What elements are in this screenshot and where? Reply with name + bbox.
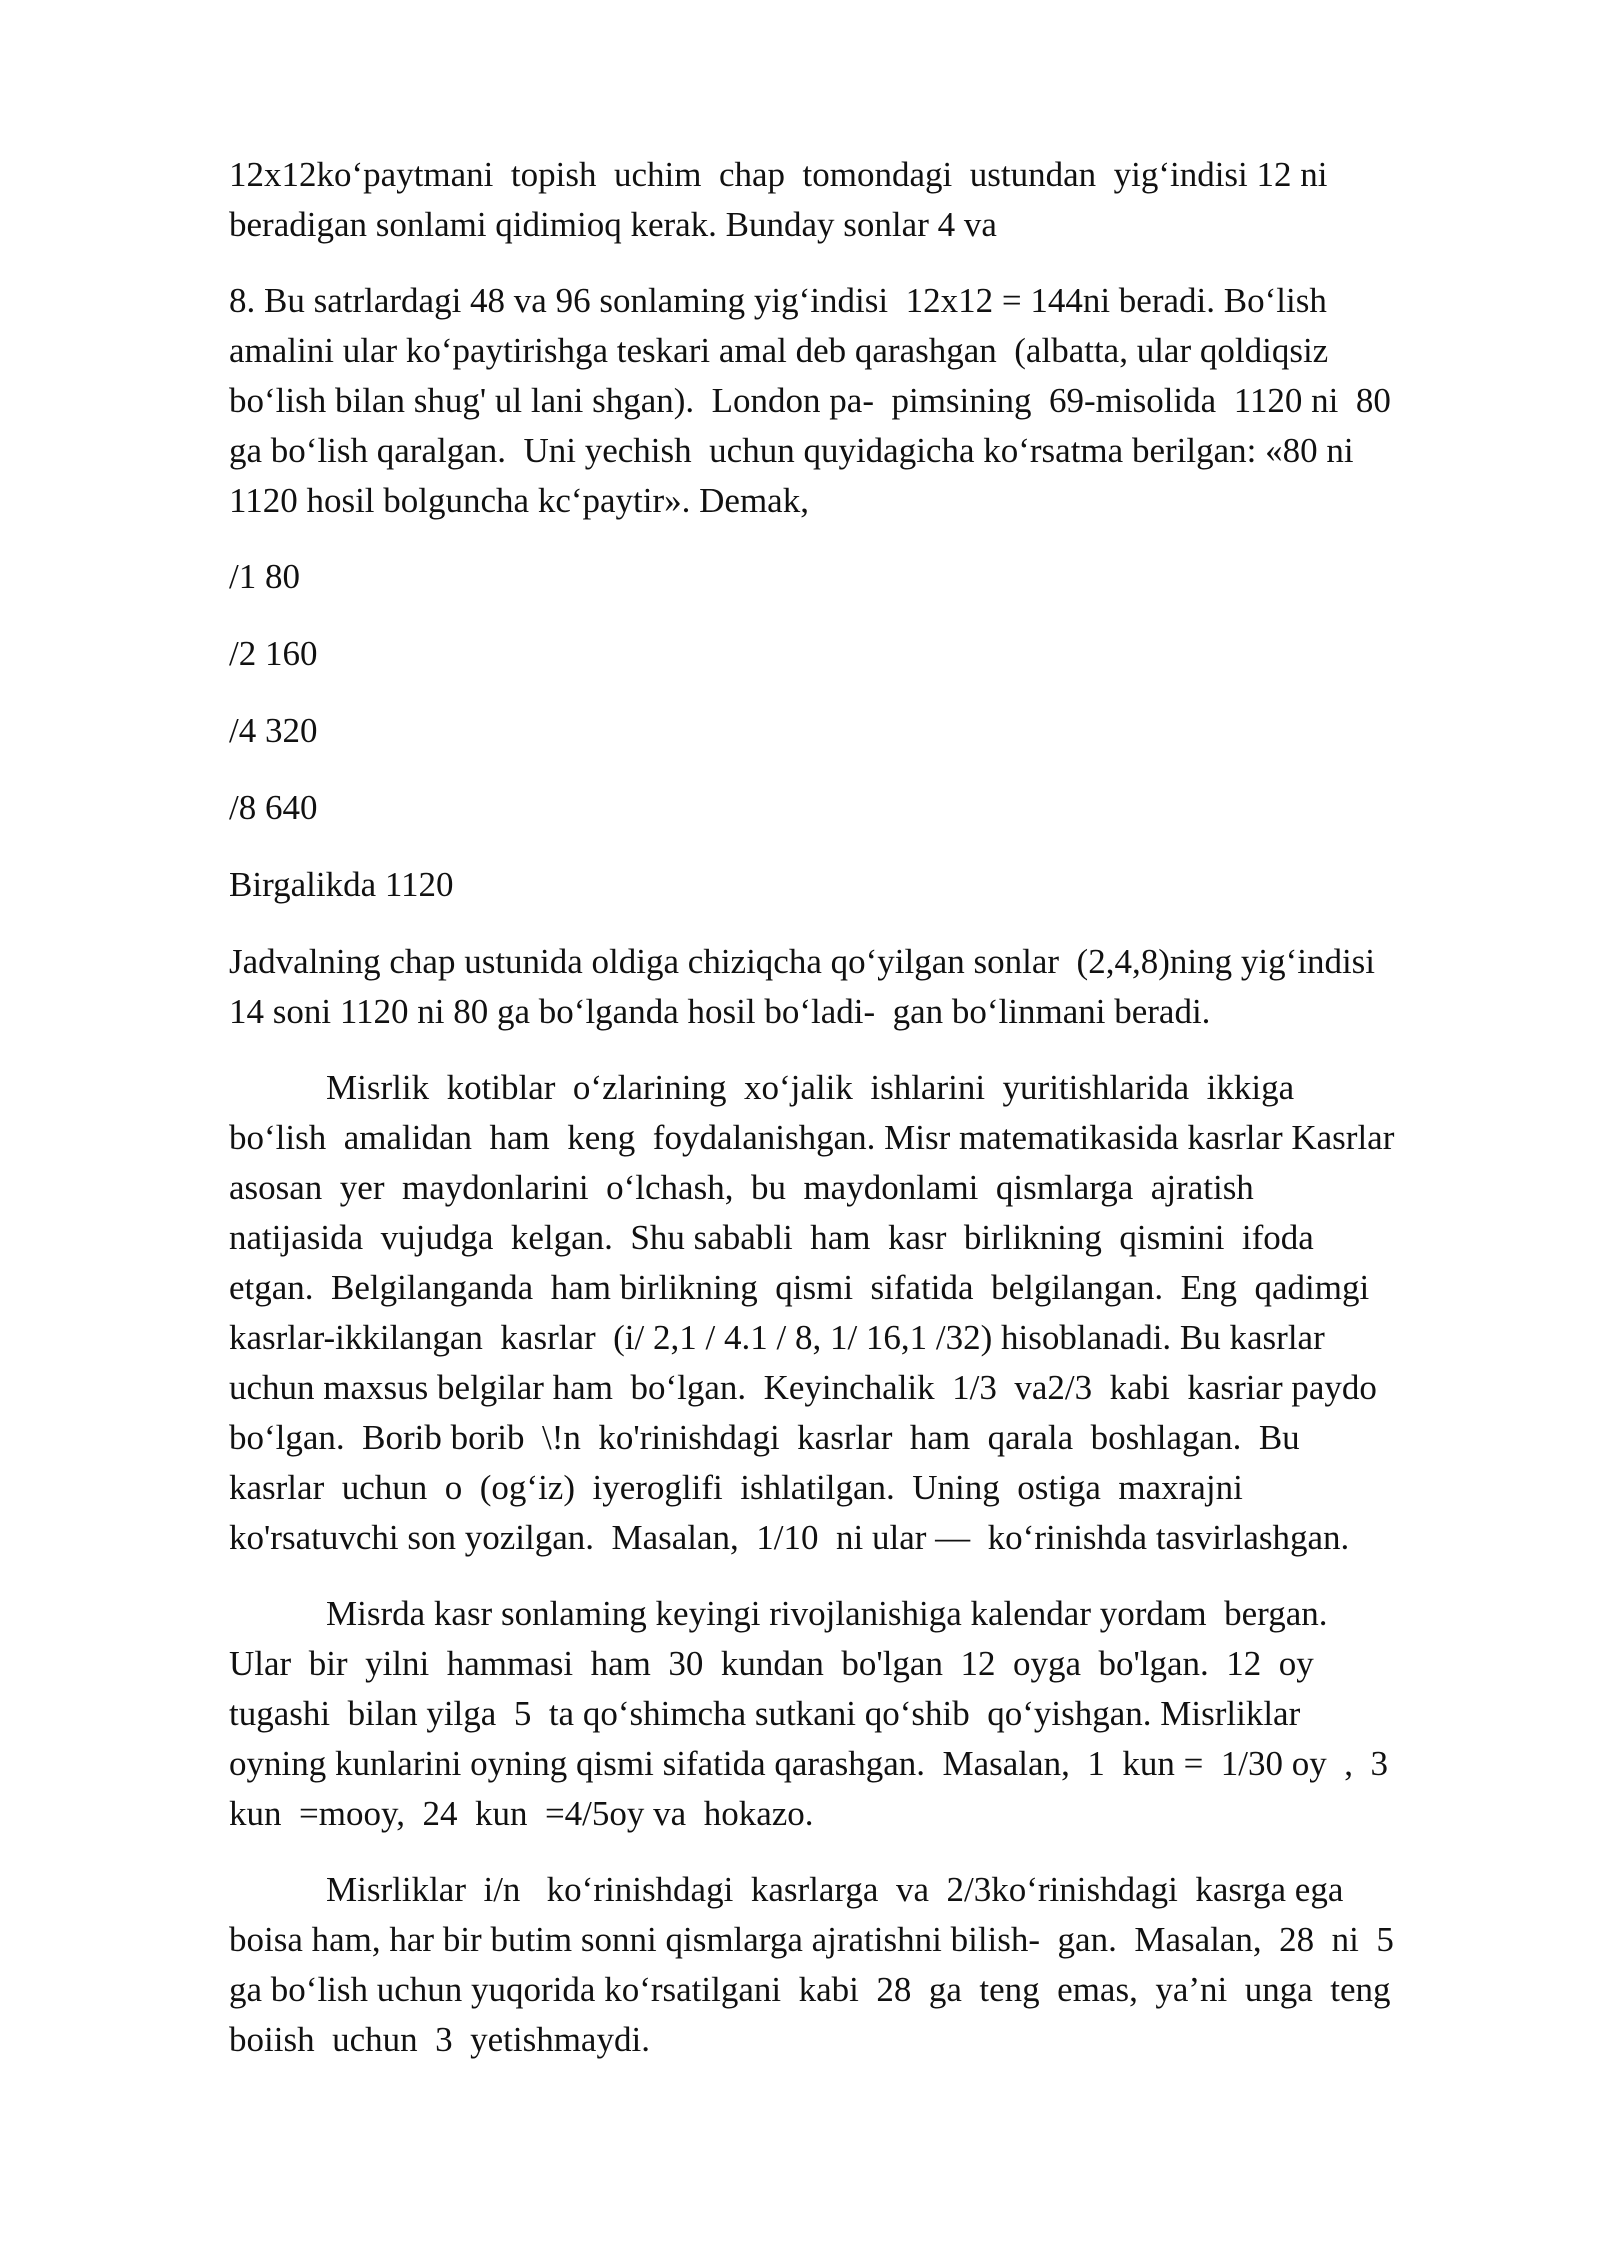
table-row-1: /1 80 [229,557,300,596]
paragraph-4: Misrlik kotiblar o‘zlarining xo‘jalik ishlarini yuritishlarida ikkiga bo‘lish amalidan ham keng foydalanishgan. Misr matematikasida kasrlar Kasrlar asosan yer maydonlarini o‘lchash, bu maydonlami qismlarga ajratish natijasida vujudga kelgan. Shu sababli ham kasr birlikning qismini ifoda etgan. Belgilanganda ham birlikning qismi sifatida belgilangan. Eng qadimgi kasrlar-ikkilangan kasrlar (i/ 2,1 / 4.1 / 8, 1/ 16,1 /32) hisoblanadi. Bu kasrlar uchun maxsus belgilar ham bo‘lgan. Keyinchalik 1/3 va2/3 kabi kasriar paydo bo‘lgan. Borib borib \!n ko'rinishdagi kasrlar ham qarala boshlagan. Bu kasrlar uchun o (og‘iz) iyeroglifi ishlatilgan. Uning ostiga maxrajni ko'rsatuvchi son yozilgan. Masalan, 1/10 ni ular — ko‘rinishda tasvirlashgan. [229,1068,1395,1557]
document-page [229,150,1489,2091]
table-row-2: /2 160 [229,634,318,673]
table-row-4: /8 640 [229,788,318,827]
paragraph-2: 8. Bu satrlardagi 48 va 96 sonlaming yig‘indisi 12x12 = 144ni beradi. Bo‘lish amalini ular ko‘paytirishga teskari amal deb qarashgan (albatta, ular qoldiqsiz bo‘lish bilan shug' ul lani shgan). London pa- pimsining 69-misolida 1120 ni 80 ga bo‘lish qaralgan. Uni yechish uchun quyidagicha ko‘rsatma berilgan: «80 ni 1120 hosil bolguncha kc‘paytir». Demak, [229,281,1391,520]
table-row-3: /4 320 [229,711,318,750]
table-total: Birgalikda 1120 [229,865,454,904]
paragraph-3: Jadvalning chap ustunida oldiga chiziqcha qo‘yilgan sonlar (2,4,8)ning yig‘indisi 14 soni 1120 ni 80 ga bo‘lganda hosil bo‘ladi- gan bo‘linmani beradi. [229,942,1376,1031]
paragraph-5: Misrda kasr sonlaming keyingi rivojlanishiga kalendar yordam bergan. Ular bir yilni hammasi ham 30 kundan bo'lgan 12 oyga bo'lgan. 12 oy tugashi bilan yilga 5 ta qo‘shimcha sutkani qo‘shib qo‘yishgan. Misrliklar oyning kunlarini oyning qismi sifatida qarashgan. Masalan, 1 kun = 1/30 oy , 3 kun =mooy, 24 kun =4/5oy va hokazo. [229,1594,1389,1833]
paragraph-6: Misrliklar i/n ko‘rinishdagi kasrlarga va 2/3ko‘rinishdagi kasrga ega boisa ham, har bir butim sonni qismlarga ajratishni bilish- gan. Masalan, 28 ni 5 ga bo‘lish uchun yuqorida ko‘rsatilgani kabi 28 ga teng emas, ya’ni unga teng boiish uchun 3 yetishmaydi. [229,1870,1394,2059]
paragraph-1: 12x12ko‘paytmani topish uchim chap tomondagi ustundan yig‘indisi 12 ni beradigan sonlami qidimioq kerak. Bunday sonlar 4 va [229,155,1328,244]
